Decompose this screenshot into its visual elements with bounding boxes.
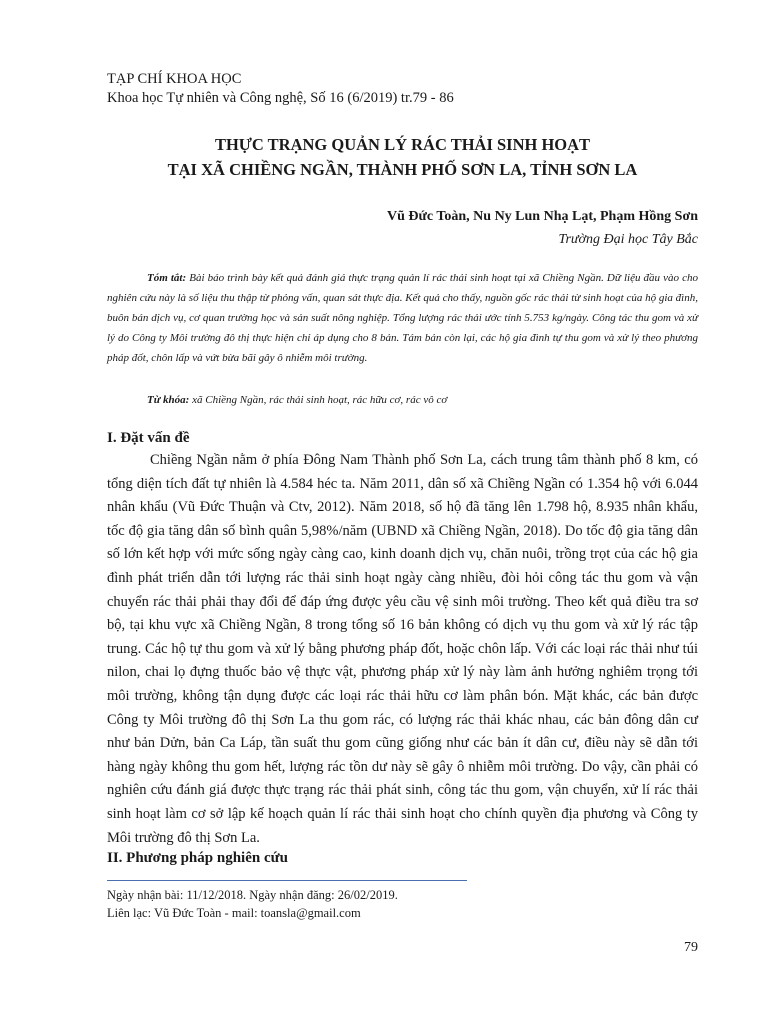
keywords xyxy=(107,390,698,410)
title-line-2: TẠI XÃ CHIỀNG NGẦN, THÀNH PHỐ SƠN LA, TỈNH SƠN LA xyxy=(167,160,638,179)
abstract-text: Bài báo trình bày kết quả đánh giá thực trạng quản lí rác thải sinh hoạt tại xã Chiềng Ngần. Dữ liệu đầu vào cho nghiên cứu này là số liệu thu thập từ phỏng vấn, quan sát thực địa. Kết quả cho thấy, nguồn gốc rác thải từ sinh hoạt của hộ gia đình, buôn bán dịch vụ, cơ quan trường học và sản suất nông nghiệp. Tổng lượng rác thải ước tính 5.753 kg/ngày. Công tác thu gom và xử lý do Công ty Môi trường đô thị thực hiện chỉ áp dụng cho 8 bản. Tám bản còn lại, các hộ gia đình tự thu gom và xử lý theo phương pháp đốt, chôn lấp và vứt bừa bãi gây ô nhiễm môi trường. xyxy=(107,272,698,364)
keywords-text: xã Chiềng Ngần, rác thải sinh hoạt, rác hữu cơ, rác vô cơ xyxy=(192,394,448,406)
footnote xyxy=(107,886,398,922)
author-affiliation: Trường Đại học Tây Bắc xyxy=(558,232,698,247)
section-1-paragraph: Chiềng Ngần nằm ở phía Đông Nam Thành phố Sơn La, cách trung tâm thành phố 8 km, có tổng diện tích đất tự nhiên là 4.584 héc ta. Năm 2011, dân số xã Chiềng Ngần có 1.354 hộ với 6.044 nhân khẩu (Vũ Đức Thuận và Ctv, 2012). Năm 2018, số hộ đã tăng lên 1.798 hộ, 8.935 nhân khẩu, tốc độ gia tăng dân số bình quân 5,98%/năm (UBND xã Chiềng Ngần, 2018). Do tốc độ gia tăng dân số lớn kết hợp với mức sống ngày càng cao, kinh doanh dịch vụ, chăn nuôi, trồng trọt của các hộ gia đình phát triển dẫn tới lượng rác thải sinh hoạt ngày càng nhiều, đòi hỏi công tác thu gom và vận chuyển rác thải phải thay đổi để đáp ứng được yêu cầu vệ sinh môi trường. Theo kết quả điều tra sơ bộ, tại khu vực xã Chiềng Ngần, 8 trong tổng số 16 bản không có dịch vụ thu gom và xử lý rác tập trung. Các hộ tự thu gom và xử lý bằng phương pháp đốt, hoặc chôn lấp. Với các loại rác thải như túi nilon, chai lọ đựng thuốc bảo vệ thực vật, phương pháp xử lý này làm ảnh hưởng nghiêm trọng tới môi trường, không tận dụng được các loại rác thải hữu cơ làm phân bón. Mặt khác, các bản được Công ty Môi trường đô thị Sơn La thu gom rác, có lượng rác thải khác nhau, các bản đông dân cư như bản Dửn, bản Ca Láp, tần suất thu gom cũng giống như các bản ít dân cư, điều này sẽ dẫn tới hàng ngày không thu gom hết, lượng rác tồn dư này sẽ gây ô nhiễm môi trường. Do vậy, cần phải có nghiên cứu đánh giá được thực trạng rác thải phát sinh, công tác thu gom, vận chuyển, xử lí rác thải sinh hoạt làm cơ sở lập kế hoạch quản lí rác thải sinh hoạt cho chính quyền địa phương và Công ty Môi trường đô thị Sơn La. xyxy=(107,452,698,846)
abstract-label: Tóm tắt: xyxy=(147,272,187,284)
page-number: 79 xyxy=(684,940,698,955)
footnote-dates: Ngày nhận bài: 11/12/2018. Ngày nhận đăng: 26/02/2019. xyxy=(107,888,398,902)
section-heading-2: II. Phương pháp nghiên cứu xyxy=(107,850,288,866)
journal-name: TẠP CHÍ KHOA HỌC xyxy=(107,71,242,87)
section-heading-1: I. Đặt vấn đề xyxy=(107,430,190,446)
journal-issue: Khoa học Tự nhiên và Công nghệ, Số 16 (6/2019) tr.79 - 86 xyxy=(107,90,454,106)
author-names: Vũ Đức Toàn, Nu Ny Lun Nhạ Lạt, Phạm Hồng Sơn xyxy=(386,209,698,224)
title-line-1: THỰC TRẠNG QUẢN LÝ RÁC THẢI SINH HOẠT xyxy=(214,135,591,154)
author-block xyxy=(387,205,698,251)
footnote-divider xyxy=(107,880,467,881)
article-title xyxy=(107,132,698,182)
journal-header xyxy=(107,70,454,108)
abstract xyxy=(107,268,698,368)
keywords-label: Từ khóa: xyxy=(147,394,190,406)
footnote-contact: Liên lạc: Vũ Đức Toàn - mail: toansla@gmail.com xyxy=(107,906,361,920)
